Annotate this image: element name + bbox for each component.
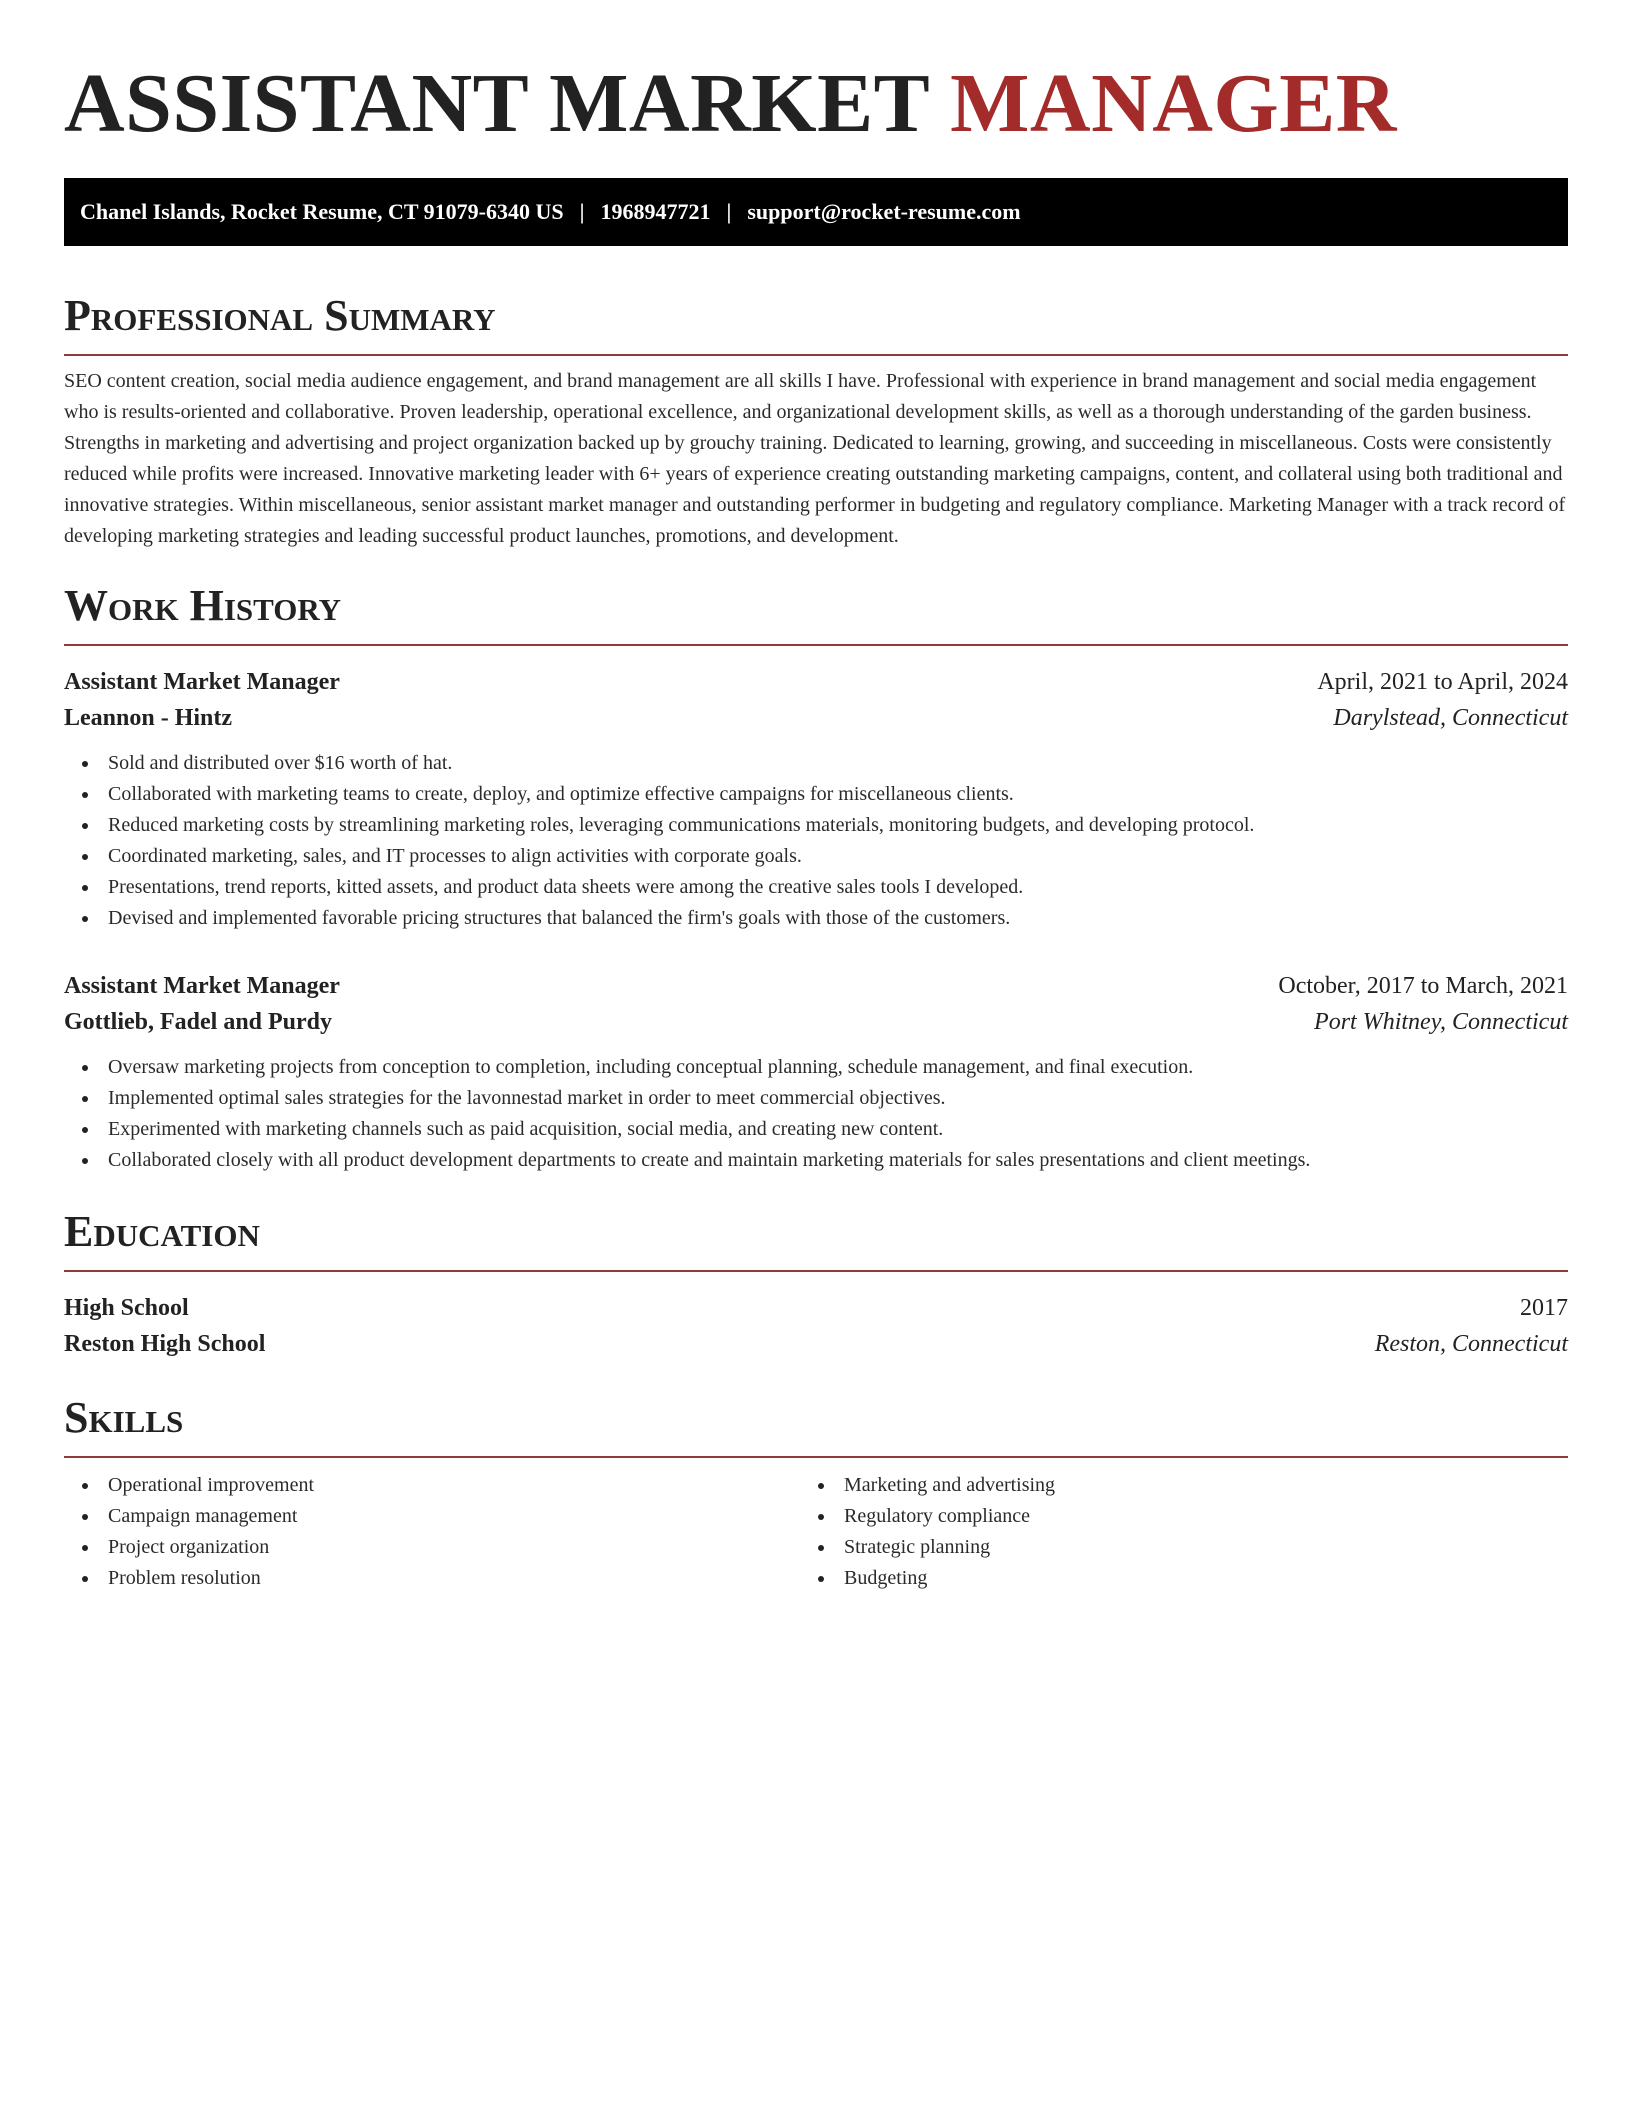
summary-section (64, 290, 1568, 552)
education-header-row (64, 1290, 1568, 1326)
title-main: ASSISTANT MARKET (64, 57, 929, 150)
job-title: Assistant Market Manager (64, 669, 340, 695)
job-company-row (64, 1004, 1568, 1040)
education-section (64, 1206, 1568, 1362)
skills-section (64, 1392, 1568, 1594)
job-bullet: Devised and implemented favorable pricing structures that balanced the firm's goals with those of the customers. (64, 903, 1568, 934)
job-company-row (64, 700, 1568, 736)
job-bullets (64, 748, 1568, 934)
work-history-heading: Work History (64, 580, 1568, 646)
contact-bar (64, 178, 1568, 246)
job-company: Leannon - Hintz (64, 705, 233, 731)
education-heading: Education (64, 1206, 1568, 1272)
education-entry (64, 1290, 1568, 1362)
job-dates: April, 2021 to April, 2024 (1317, 669, 1568, 695)
skill-item: Campaign management (64, 1501, 800, 1532)
summary-heading: Professional Summary (64, 290, 1568, 356)
job-dates: October, 2017 to March, 2021 (1278, 973, 1568, 999)
job-bullet: Collaborated closely with all product development departments to create and maintain marketing materials for sales presentations and client meetings. (64, 1145, 1568, 1176)
education-school: Reston High School (64, 1331, 266, 1357)
skills-column-right (800, 1470, 1536, 1594)
education-degree: High School (64, 1295, 189, 1321)
skill-item: Operational improvement (64, 1470, 800, 1501)
contact-separator: | (579, 199, 585, 224)
education-year: 2017 (1520, 1295, 1568, 1321)
resume-page (64, 0, 1568, 1594)
job-bullet: Reduced marketing costs by streamlining marketing roles, leveraging communications materials, monitoring budgets, and developing protocol. (64, 810, 1568, 841)
skill-item: Budgeting (800, 1563, 1536, 1594)
job-entry (64, 664, 1568, 934)
skills-heading: Skills (64, 1392, 1568, 1458)
contact-separator: | (726, 199, 732, 224)
skills-column-left (64, 1470, 800, 1594)
summary-text: SEO content creation, social media audience engagement, and brand management are all skills I have. Professional with experience in brand management and social media engagement who is results-oriented and collaborative. Proven leadership, operational excellence, and organizational development skills, as well as a thorough understanding of the garden business. Strengths in marketing and advertising and project organization backed up by grouchy training. Dedicated to learning, growing, and succeeding in miscellaneous. Costs were consistently reduced while profits were increased. Innovative marketing leader with 6+ years of experience creating outstanding marketing campaigns, content, and collateral using both traditional and innovative strategies. Within miscellaneous, senior assistant market manager and outstanding performer in budgeting and regulatory compliance. Marketing Manager with a track record of developing marketing strategies and leading successful product launches, promotions, and development. (64, 370, 1566, 547)
skills-grid (64, 1470, 1568, 1594)
job-header-row (64, 968, 1568, 1004)
contact-email: support@rocket-resume.com (747, 199, 1021, 224)
resume-title (64, 0, 1568, 152)
job-location: Darylstead, Connecticut (1333, 705, 1568, 731)
job-company: Gottlieb, Fadel and Purdy (64, 1009, 333, 1035)
contact-phone: 1968947721 (600, 199, 711, 224)
job-location: Port Whitney, Connecticut (1314, 1009, 1568, 1035)
skill-item: Project organization (64, 1532, 800, 1563)
skill-item: Strategic planning (800, 1532, 1536, 1563)
job-entry (64, 968, 1568, 1176)
education-location: Reston, Connecticut (1374, 1331, 1568, 1357)
work-history-section (64, 580, 1568, 1176)
job-bullet: Implemented optimal sales strategies for the lavonnestad market in order to meet commercial objectives. (64, 1083, 1568, 1114)
job-bullet: Sold and distributed over $16 worth of hat. (64, 748, 1568, 779)
job-bullet: Coordinated marketing, sales, and IT processes to align activities with corporate goals. (64, 841, 1568, 872)
job-bullet: Experimented with marketing channels such as paid acquisition, social media, and creating new content. (64, 1114, 1568, 1145)
skill-item: Regulatory compliance (800, 1501, 1536, 1532)
skill-item: Problem resolution (64, 1563, 800, 1594)
job-bullet: Collaborated with marketing teams to create, deploy, and optimize effective campaigns for miscellaneous clients. (64, 779, 1568, 810)
contact-address: Chanel Islands, Rocket Resume, CT 91079-6340 US (80, 199, 564, 224)
title-accent: MANAGER (950, 57, 1397, 150)
job-header-row (64, 664, 1568, 700)
job-bullets (64, 1052, 1568, 1176)
skill-item: Marketing and advertising (800, 1470, 1536, 1501)
job-bullet: Presentations, trend reports, kitted assets, and product data sheets were among the creative sales tools I developed. (64, 872, 1568, 903)
education-school-row (64, 1326, 1568, 1362)
job-title: Assistant Market Manager (64, 973, 340, 999)
job-bullet: Oversaw marketing projects from conception to completion, including conceptual planning, schedule management, and final execution. (64, 1052, 1568, 1083)
